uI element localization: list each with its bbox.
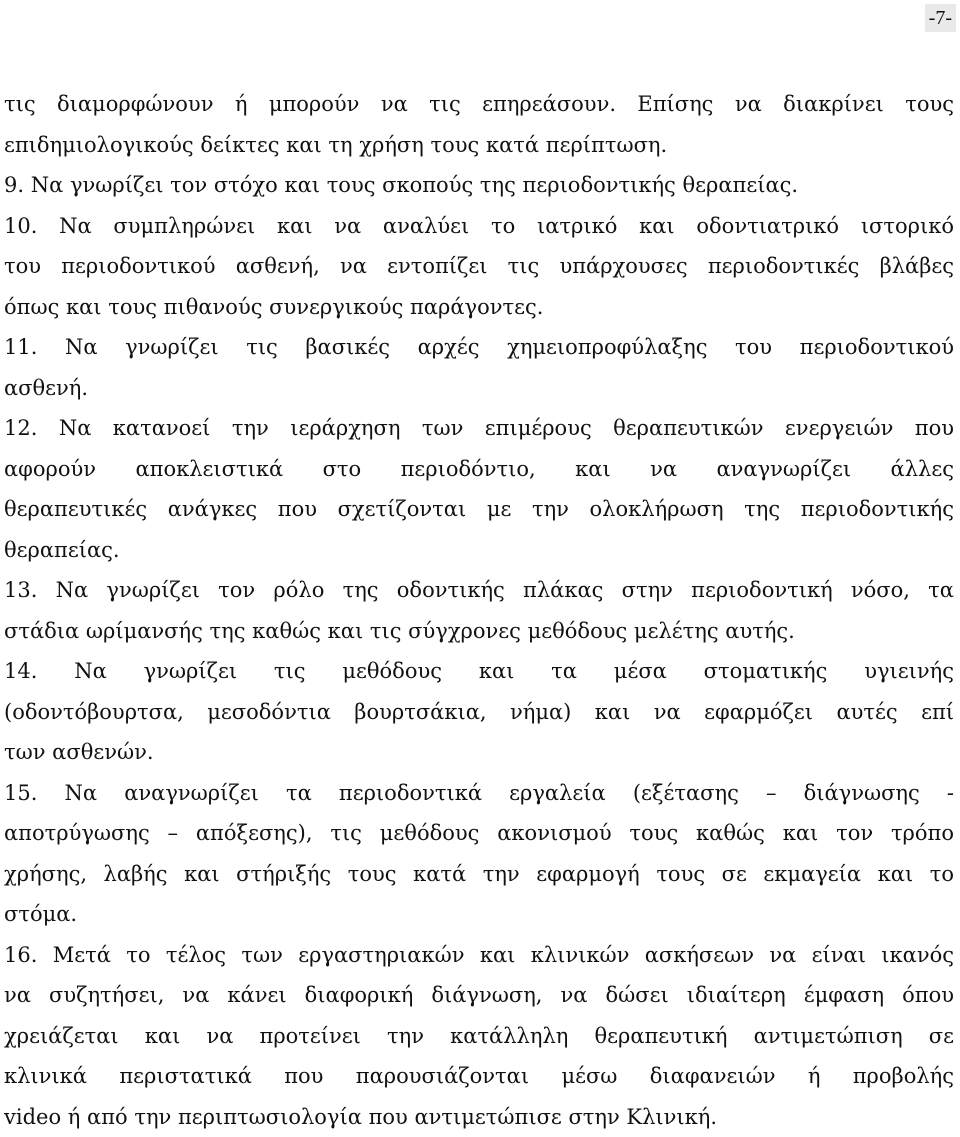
text-line: 15. Να αναγνωρίζει τα περιοδοντικά εργαλεία (εξέτασης – διάγνωσης - bbox=[4, 773, 954, 814]
text-line: 14. Να γνωρίζει τις μεθόδους και τα μέσα στοματικής υγιεινής bbox=[4, 651, 954, 692]
text-line: (οδοντόβουρτσα, μεσοδόντια βουρτσάκια, νήμα) και να εφαρμόζει αυτές επί bbox=[4, 692, 954, 733]
text-line: στάδια ωρίμανσής της καθώς και τις σύγχρονες μεθόδους μελέτης αυτής. bbox=[4, 611, 954, 652]
text-line: 12. Να κατανοεί την ιεράρχηση των επιμέρους θεραπευτικών ενεργειών που bbox=[4, 408, 954, 449]
text-line: χρειάζεται και να προτείνει την κατάλληλη θεραπευτική αντιμετώπιση σε bbox=[4, 1016, 954, 1057]
text-line: χρήσης, λαβής και στήριξής τους κατά την εφαρμογή τους σε εκμαγεία και το bbox=[4, 854, 954, 895]
text-line: αφορούν αποκλειστικά στο περιοδόντιο, και να αναγνωρίζει άλλες bbox=[4, 449, 954, 490]
text-line: θεραπευτικές ανάγκες που σχετίζονται με την ολοκλήρωση της περιοδοντικής bbox=[4, 489, 954, 530]
text-line: 13. Να γνωρίζει τον ρόλο της οδοντικής πλάκας στην περιοδοντική νόσο, τα bbox=[4, 570, 954, 611]
text-line: αποτρύγωσης – απόξεσης), τις μεθόδους ακονισμού τους καθώς και τον τρόπο bbox=[4, 813, 954, 854]
text-line: επιδημιολογικούς δείκτες και τη χρήση τους κατά περίπτωση. bbox=[4, 125, 954, 166]
text-line: κλινικά περιστατικά που παρουσιάζονται μέσω διαφανειών ή προβολής bbox=[4, 1056, 954, 1097]
text-line: να συζητήσει, να κάνει διαφορική διάγνωση, να δώσει ιδιαίτερη έμφαση όπου bbox=[4, 975, 954, 1016]
text-line: του περιοδοντικού ασθενή, να εντοπίζει τις υπάρχουσες περιοδοντικές βλάβες bbox=[4, 246, 954, 287]
text-line: ασθενή. bbox=[4, 368, 954, 409]
text-line: των ασθενών. bbox=[4, 732, 954, 773]
text-line: 9. Να γνωρίζει τον στόχο και τους σκοπούς της περιοδοντικής θεραπείας. bbox=[4, 165, 954, 206]
text-line: 11. Να γνωρίζει τις βασικές αρχές χημειοπροφύλαξης του περιοδοντικού bbox=[4, 327, 954, 368]
text-line: θεραπείας. bbox=[4, 530, 954, 571]
text-line: τις διαμορφώνουν ή μπορούν να τις επηρεάσουν. Επίσης να διακρίνει τους bbox=[4, 84, 954, 125]
body-text bbox=[4, 84, 954, 1137]
page-number: -7- bbox=[925, 4, 956, 32]
text-line: 10. Να συμπληρώνει και να αναλύει το ιατρικό και οδοντιατρικό ιστορικό bbox=[4, 206, 954, 247]
text-line: video ή από την περιπτωσιολογία που αντιμετώπισε στην Κλινική. bbox=[4, 1097, 954, 1137]
text-line: στόμα. bbox=[4, 894, 954, 935]
text-line: όπως και τους πιθανούς συνεργικούς παράγοντες. bbox=[4, 287, 954, 328]
text-line: 16. Μετά το τέλος των εργαστηριακών και κλινικών ασκήσεων να είναι ικανός bbox=[4, 935, 954, 976]
